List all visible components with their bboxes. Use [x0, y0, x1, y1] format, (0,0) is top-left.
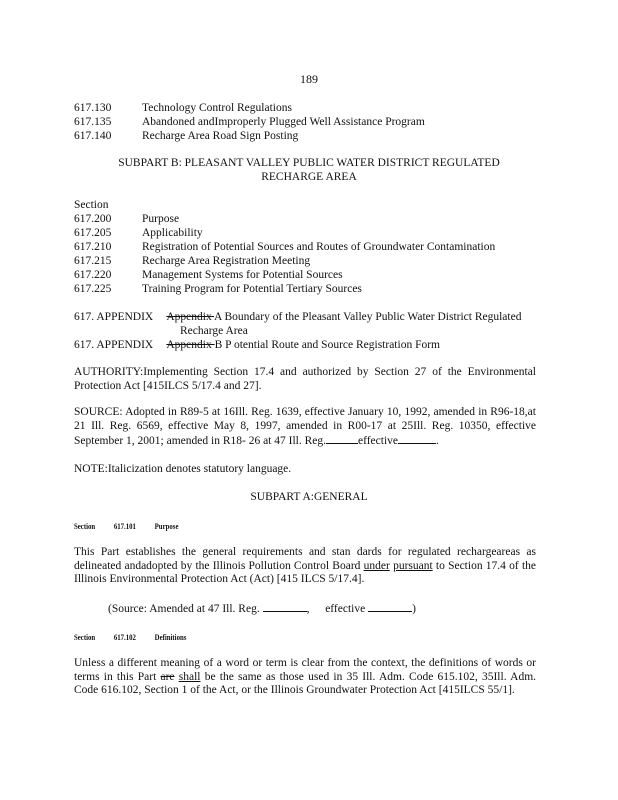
section-label: Section	[74, 199, 109, 211]
blank-line	[368, 601, 412, 612]
toc-number: 617.135	[74, 116, 112, 128]
inserted-text: pursuant	[393, 559, 433, 572]
toc-title: Recharge Area Road Sign Posting	[142, 130, 299, 142]
toc-row	[74, 129, 544, 143]
toc-row	[74, 212, 544, 226]
appendix-title: A Boundary of the Pleasant Valley Public Water District Regulated	[213, 311, 522, 323]
body-text: This Part establishes the general requirements and stan dards for regulated rechargeareas as delineated andadopted by the Illinois Pollution Control Board	[74, 546, 536, 572]
appendix-number: 617. APPENDIX	[74, 311, 154, 323]
section-title: Purpose	[154, 522, 179, 531]
body-text: Unless a different meaning of a word or term is clear from the context, the definitions of words or terms in this Part	[74, 657, 536, 683]
section-label: Section	[74, 522, 96, 531]
blank-line	[263, 601, 307, 612]
toc-number: 617.200	[74, 213, 112, 225]
toc-title: Applicability	[142, 227, 203, 239]
toc-row	[74, 226, 544, 240]
appendix-a-row	[74, 310, 521, 324]
toc-row	[74, 240, 544, 254]
page-number: 189	[300, 72, 318, 86]
toc-row	[74, 101, 544, 115]
source-amended-text: (Source: Amended at 47 Ill. Reg.	[108, 603, 260, 615]
appendix-title: B P otential Route and Source Registration Form	[214, 339, 440, 351]
body-text: to Section 17.4 of the Illinois Environmental Protection Act (Act) [415 ILCS 5/17.4].	[74, 559, 536, 586]
section-102-heading	[74, 631, 186, 645]
section-101-body	[74, 546, 536, 587]
section-102-body	[74, 657, 536, 698]
toc-row	[74, 115, 544, 129]
source-text: SOURCE: Adopted in R89-5 at 16Ill. Reg. 1639, effective January 10, 1992, amended in R96-18,at 21 Ill. Reg. 6569, effective May 8, 1997, amended in R00-17 at 25Ill. Reg. 10350, effective September 1, 2001; amended in R18- 26 at 47 Ill. Reg.	[74, 406, 536, 448]
source-paragraph: SOURCE: Adopted in R89-5 at 16Ill. Reg. 1639, effective January 10, 1992, amended in R96-18,at 21 Ill. Reg. 6569, effective May 8, 1997, amended in R00-17 at 25Ill. Reg. 10350, effective September 1, 2001; amended in R18- 26 at 47 Ill. Reg. effective .	[74, 406, 536, 448]
section-title: Definitions	[154, 633, 187, 642]
struck-text: Appendix	[166, 339, 215, 351]
source-amended-effective: effective	[325, 603, 366, 615]
blank-line	[326, 433, 358, 444]
toc-number: 617.205	[74, 227, 112, 239]
toc-number: 617.220	[74, 269, 112, 281]
toc-title: Recharge Area Registration Meeting	[142, 255, 311, 267]
struck-text: are	[160, 670, 175, 683]
authority-paragraph: AUTHORITY:Implementing Section 17.4 and authorized by Section 27 of the Environmental Protection Act [415ILCS 5/17.4 and 27].	[74, 366, 536, 392]
toc-title: Abandoned andImproperly Plugged Well Assistance Program	[142, 116, 425, 128]
toc-title: Management Systems for Potential Sources	[142, 269, 343, 281]
toc-title: Training Program for Potential Tertiary Sources	[142, 283, 362, 295]
section-number: 617.101	[113, 522, 136, 531]
body-text: be the same as those used in 35 Ill. Adm. Code 615.102, 35Ill. Adm. Code 616.102, Section 1 of the Act, or the Illinois Groundwater Protection Act [415ILCS 55/1].	[74, 670, 537, 697]
note-line: NOTE:Italicization denotes statutory language.	[74, 463, 292, 475]
toc-title: Registration of Potential Sources and Routes of Groundwater Contamination	[142, 241, 496, 253]
struck-text: Appendix	[166, 311, 214, 323]
toc-number: 617.130	[74, 102, 112, 114]
toc-title: Technology Control Regulations	[142, 102, 292, 114]
appendix-title-continued: Recharge Area	[180, 325, 248, 337]
blank-line	[398, 433, 436, 444]
toc-number: 617.140	[74, 130, 112, 142]
section-101-heading	[74, 520, 178, 534]
subpart-b-heading: SUBPART B: PLEASANT VALLEY PUBLIC WATER DISTRICT REGULATED RECHARGE AREA	[118, 157, 500, 183]
subpart-a-heading: SUBPART A:GENERAL	[250, 491, 368, 503]
toc-row	[74, 282, 544, 296]
toc-title: Purpose	[142, 213, 180, 225]
toc-number: 617.225	[74, 283, 112, 295]
inserted-text: under	[363, 559, 390, 572]
toc-row	[74, 268, 544, 282]
toc-number: 617.210	[74, 241, 112, 253]
appendix-b-row	[74, 338, 440, 352]
source-amended-line: (Source: Amended at 47 Ill. Reg. , effective )	[108, 603, 416, 615]
inserted-text: shall	[178, 670, 201, 683]
section-label: Section	[74, 633, 96, 642]
toc-row	[74, 254, 544, 268]
toc-number: 617.215	[74, 255, 112, 267]
section-number: 617.102	[113, 633, 136, 642]
appendix-number: 617. APPENDIX	[74, 339, 154, 351]
source-effective-label: effective	[358, 435, 399, 448]
